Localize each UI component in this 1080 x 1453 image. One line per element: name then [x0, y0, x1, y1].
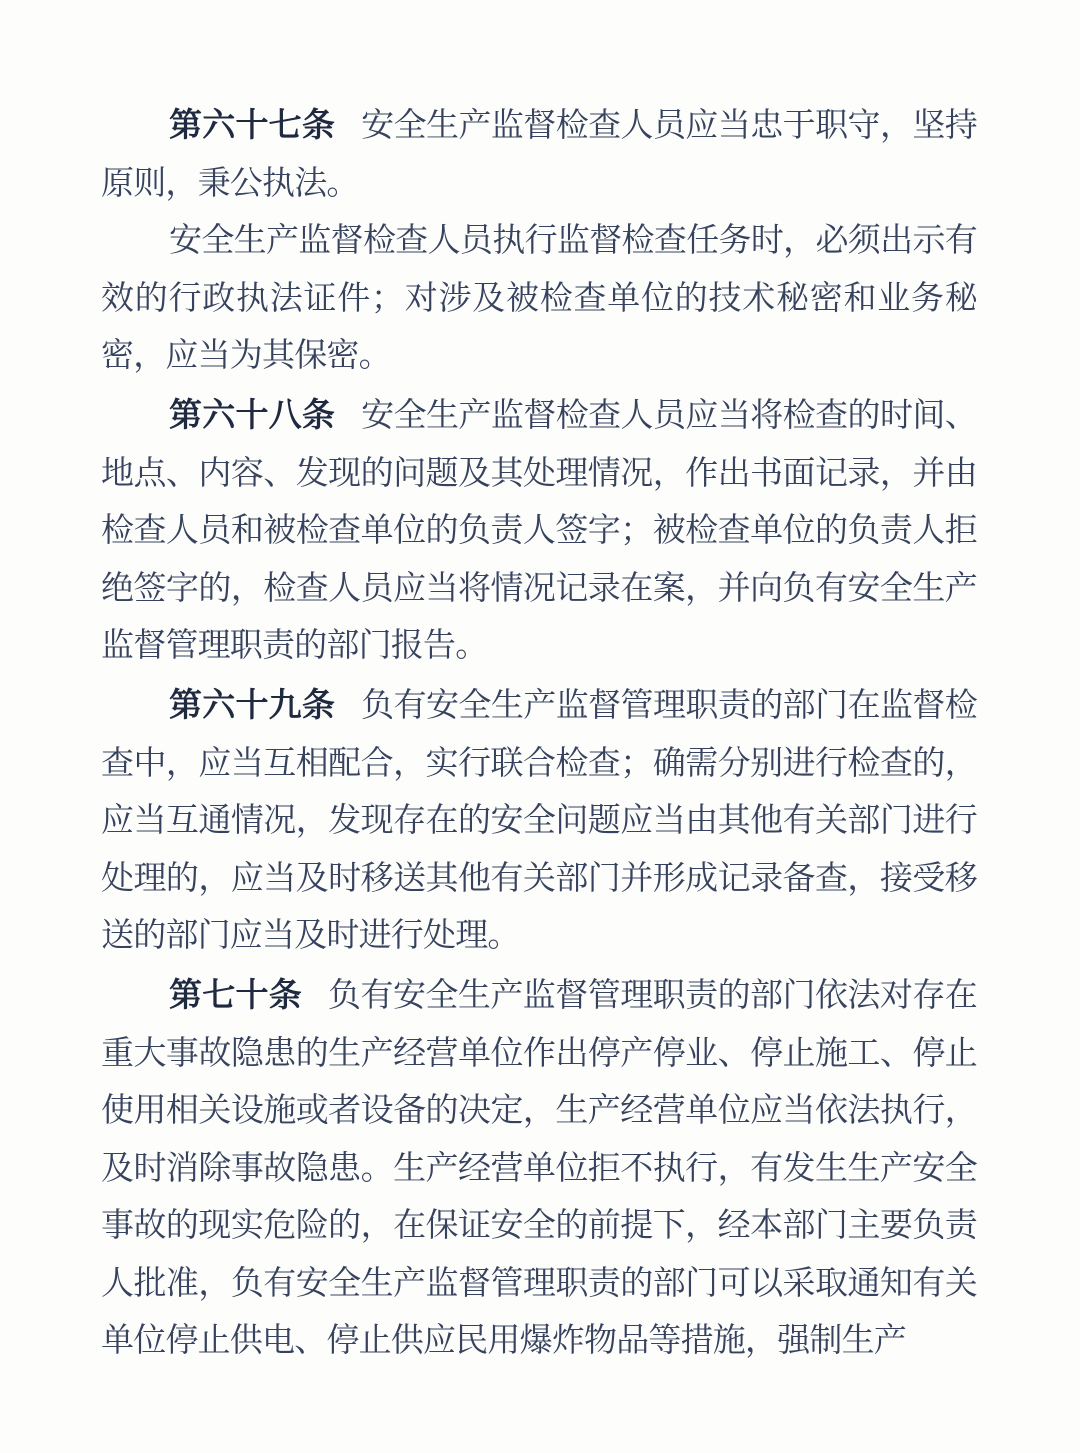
paragraph-article-69 — [101, 676, 977, 966]
article-67-text: 安全生产监督检查人员应当忠于职守，坚持原则，秉公执法。 — [101, 108, 978, 202]
article-number-70: 第七十条 — [169, 975, 303, 1013]
article-number-68: 第六十八条 — [169, 395, 336, 433]
article-67-continuation-text: 安全生产监督检查人员执行监督检查任务时，必须出示有效的行政执法证件；对涉及被检查单位的技术秘密和业务秘密，应当为其保密。 — [101, 223, 977, 375]
paragraph-article-67-continuation — [101, 213, 977, 386]
article-number-69: 第六十九条 — [169, 685, 336, 723]
paragraph-article-70 — [101, 966, 977, 1371]
article-68-text: 安全生产监督检查人员应当将检查的时间、地点、内容、发现的问题及其处理情况，作出书面记录，并由检查人员和被检查单位的负责人签字；被检查单位的负责人拒绝签字的，检查人员应当将情况记录在案，并向负有安全生产监督管理职责的部门报告。 — [101, 397, 978, 665]
paragraph-article-67 — [101, 96, 977, 213]
article-69-text: 负有安全生产监督管理职责的部门在监督检查中，应当互相配合，实行联合检查；确需分别进行检查的，应当互通情况，发现存在的安全问题应当由其他有关部门进行处理的，应当及时移送其他有关部门并形成记录备查，接受移送的部门应当及时进行处理。 — [101, 687, 978, 955]
article-number-67: 第六十七条 — [169, 106, 336, 143]
legal-text-block — [101, 96, 977, 1371]
article-70-text: 负有安全生产监督管理职责的部门依法对存在重大事故隐患的生产经营单位作出停产停业、停止施工、停止使用相关设施或者设备的决定，生产经营单位应当依法执行，及时消除事故隐患。生产经营单位拒不执行，有发生生产安全事故的现实危险的，在保证安全的前提下，经本部门主要负责人批准，负有安全生产监督管理职责的部门可以采取通知有关单位停止供电、停止供应民用爆炸物品等措施，强制生产 — [101, 977, 977, 1360]
paragraph-article-68 — [101, 386, 977, 676]
